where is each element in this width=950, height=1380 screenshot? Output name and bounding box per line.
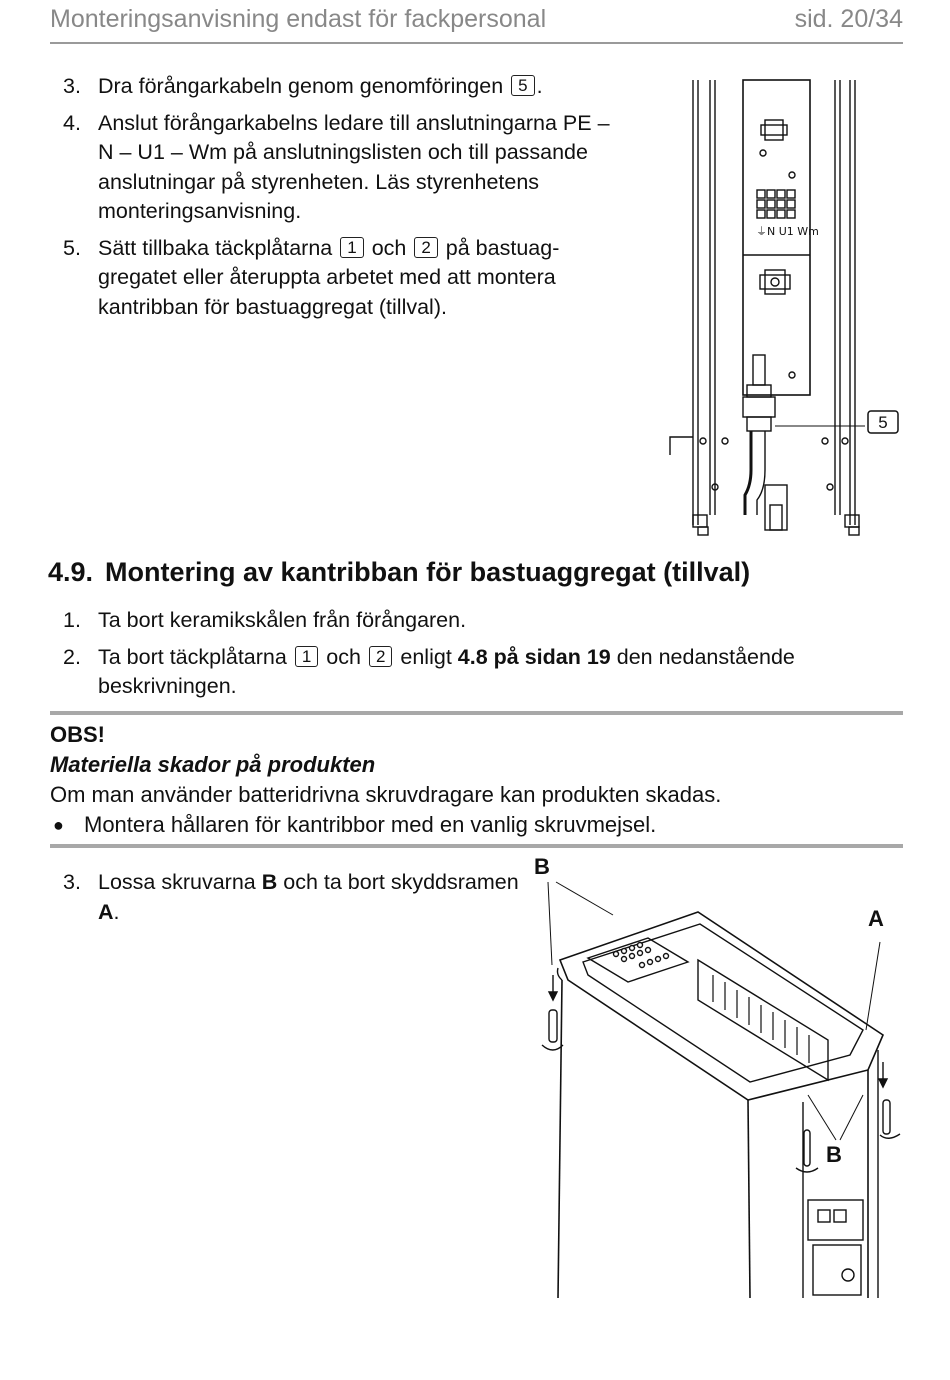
heater-frame-figure xyxy=(528,850,928,1300)
notice-bottom-rule xyxy=(50,844,903,848)
screw-icon xyxy=(542,975,900,1172)
list-item: 3. Dra förångarkabeln genom genomföringen 5 . xyxy=(63,74,543,98)
document-title: Monteringsanvisning endast för fackpersonal xyxy=(50,5,547,33)
section-heading: 4.9. Montering av kantribban för bastuaggregat (tillval) xyxy=(48,557,751,587)
page-header xyxy=(50,0,903,44)
callout-box: 1 xyxy=(295,646,318,667)
notice-box xyxy=(50,720,903,840)
callout-box: 2 xyxy=(369,646,392,667)
callout-box: 5 xyxy=(511,75,534,96)
list-item: 5. Sätt tillbaka täckplåtarna 1 och 2 på bastuaggregatet eller återuppta arbetet med att montera kantribban för bastuaggregat (tillval). xyxy=(63,235,560,319)
list-item: 2. Ta bort täckplåtarna 1 och 2 enligt 4.8 på sidan 19 den nedanstående beskrivningen. xyxy=(63,644,795,698)
callout-box: 2 xyxy=(414,237,437,258)
section-step-list xyxy=(50,606,910,709)
notice-bullet: ● Montera hållaren för kantribbor med en vanlig skruvmejsel. xyxy=(50,810,903,840)
step-3-list xyxy=(50,868,530,934)
bullet-icon: ● xyxy=(53,815,64,835)
page-number: sid. 20/34 xyxy=(794,5,903,33)
terminal-block xyxy=(757,190,795,218)
list-item: 3. Lossa skruvarna B och ta bort skyddsramen A. xyxy=(63,870,519,924)
top-step-list xyxy=(50,72,610,329)
notice-top-rule xyxy=(50,711,903,715)
list-item: 1. Ta bort keramikskålen från förångaren. xyxy=(63,608,467,632)
heater-connection-figure xyxy=(665,75,905,545)
notice-label: OBS! xyxy=(50,722,105,747)
notice-text: Om man använder batteridrivna skruvdragare kan produkten skadas. xyxy=(50,782,722,807)
callout-5-label: 5 xyxy=(878,413,888,432)
list-item: 4. Anslut förångarkabelns ledare till anslutningarna PE – N – U1 – Wm på anslutningslisten och till passande anslutningar på styrenheten. Läs styrenhetens monteringsanvisning. xyxy=(63,110,610,223)
cross-reference: 4.8 på sidan 19 xyxy=(457,644,611,669)
notice-subtitle: Materiella skador på produkten xyxy=(50,752,376,777)
terminal-label: ⏚N U1 Wm xyxy=(756,225,819,238)
label-b-top: B xyxy=(534,854,550,879)
callout-box: 1 xyxy=(340,237,363,258)
label-a: A xyxy=(868,906,884,931)
label-b-mid: B xyxy=(826,1142,842,1167)
